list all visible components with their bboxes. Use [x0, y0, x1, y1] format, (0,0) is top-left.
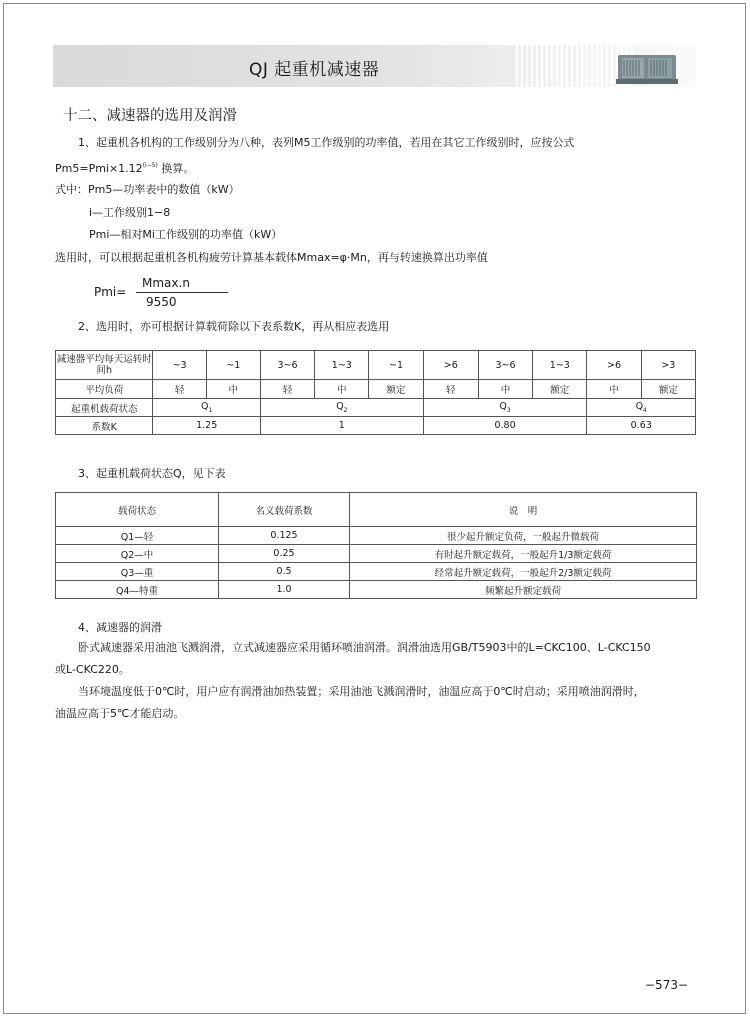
def-line2: i—工作级别1−8	[89, 206, 171, 219]
page-number: −573−	[645, 978, 689, 992]
table-row	[56, 527, 697, 545]
load-cell: 轻	[153, 380, 206, 399]
fraction-bar	[136, 292, 228, 293]
coef-cell: 1.0	[219, 581, 350, 599]
hours-cell: ~1	[206, 351, 260, 380]
desc-cell: 很少起升额定负荷，一般起升微载荷	[350, 527, 697, 545]
load-label: 平均负荷	[56, 380, 153, 399]
k-cell: 0.63	[587, 417, 696, 435]
state-cell: $Q_1$	[153, 399, 260, 417]
hours-cell: >6	[587, 351, 641, 380]
state-cell: Q3—重	[56, 563, 219, 581]
load-cell: 额定	[369, 380, 423, 399]
table-row	[56, 380, 696, 399]
section-title: 十二、减速器的选用及润滑	[63, 108, 237, 124]
formula-lhs: Pmi=	[94, 285, 127, 299]
para4-line1: 卧式减速器采用油池飞溅润滑，立式减速器应采用循环喷油润滑。润滑油选用GB/T5903中的L=CKC100、L-CKC150	[78, 641, 651, 654]
para2: 2、选用时，亦可根据计算载荷除以下表系数K，再从相应表选用	[78, 320, 390, 333]
load-cell: 中	[315, 380, 369, 399]
header-band	[53, 45, 696, 87]
para3: 3、起重机载荷状态Q，见下表	[78, 467, 226, 480]
para1-line1: 1、起重机各机构的工作级别分为八种，表列M5工作级别的功率值，若用在其它工作级别时，应按公式	[78, 136, 575, 149]
hours-cell: 1~3	[533, 351, 587, 380]
hours-cell: ~3	[153, 351, 206, 380]
state-label: 起重机载荷状态	[56, 399, 153, 417]
formula-suffix: 换算。	[157, 162, 195, 175]
table-row	[56, 417, 696, 435]
table-row	[56, 581, 697, 599]
def-line3: Pmi—相对Mi工作级别的功率值（kW）	[89, 228, 283, 241]
header-title: QJ 起重机减速器	[249, 60, 380, 80]
desc-cell: 频繁起升额定载荷	[350, 581, 697, 599]
table-row	[56, 399, 696, 417]
load-cell: 轻	[260, 380, 314, 399]
desc-cell: 有时起升额定载荷，一般起升1/3额定载荷	[350, 545, 697, 563]
k-cell: 1.25	[153, 417, 260, 435]
table-row	[56, 351, 696, 380]
coef-cell: 0.125	[219, 527, 350, 545]
formula-numerator: Mmax.n	[142, 276, 190, 290]
formula-pm5: Pm5=Pmi×1.12	[55, 162, 143, 175]
para1-line2	[55, 159, 194, 176]
state-cell: $Q_3$	[423, 399, 587, 417]
state-cell: $Q_2$	[260, 399, 423, 417]
header-cell: 名义载荷系数	[219, 493, 350, 527]
k-label: 系数K	[56, 417, 153, 435]
hours-cell: ~1	[369, 351, 423, 380]
para4-line3: 当环境温度低于0℃时，用户应有润滑油加热装置；采用油池飞溅润滑时，油温应高于0℃时启动；采用喷油润滑时，	[78, 685, 645, 698]
gear-reducer-image	[616, 51, 678, 85]
k-cell: 0.80	[423, 417, 587, 435]
k-cell: 1	[260, 417, 423, 435]
para4-line4: 油温应高于5℃才能启动。	[55, 707, 185, 720]
coefficient-table	[55, 350, 696, 435]
state-cell: Q1—轻	[56, 527, 219, 545]
table-row	[56, 545, 697, 563]
hours-cell: >3	[641, 351, 695, 380]
table-row	[56, 563, 697, 581]
formula-exponent: (i−5)	[142, 162, 158, 169]
para4-title: 4、减速器的润滑	[78, 621, 162, 634]
load-state-table	[55, 492, 697, 599]
hours-cell: 3~6	[260, 351, 314, 380]
load-cell: 额定	[641, 380, 695, 399]
header-cell: 载荷状态	[56, 493, 219, 527]
para4-line2: 或L-CKC220。	[55, 663, 130, 676]
formula-denominator: 9550	[146, 295, 177, 309]
header-cell: 说 明	[350, 493, 697, 527]
load-cell: 中	[587, 380, 641, 399]
hours-cell: >6	[423, 351, 478, 380]
hours-cell: 1~3	[315, 351, 369, 380]
state-cell: Q4—特重	[56, 581, 219, 599]
state-cell: Q2—中	[56, 545, 219, 563]
state-cell: $Q_4$	[587, 399, 696, 417]
def-line4: 选用时，可以根据起重机各机构疲劳计算基本载体Mmax=φ·Mn，再与转速换算出功率值	[55, 251, 488, 264]
load-cell: 额定	[533, 380, 587, 399]
load-cell: 中	[206, 380, 260, 399]
load-cell: 中	[478, 380, 532, 399]
load-cell: 轻	[423, 380, 478, 399]
table-header-row	[56, 493, 697, 527]
def-line1: 式中：Pm5—功率表中的数值（kW）	[55, 183, 240, 196]
hours-cell: 3~6	[478, 351, 532, 380]
coef-cell: 0.5	[219, 563, 350, 581]
desc-cell: 经常起升额定载荷，一般起升2/3额定载荷	[350, 563, 697, 581]
coef-cell: 0.25	[219, 545, 350, 563]
hours-label: 减速器平均每天运转时间h	[56, 351, 153, 380]
